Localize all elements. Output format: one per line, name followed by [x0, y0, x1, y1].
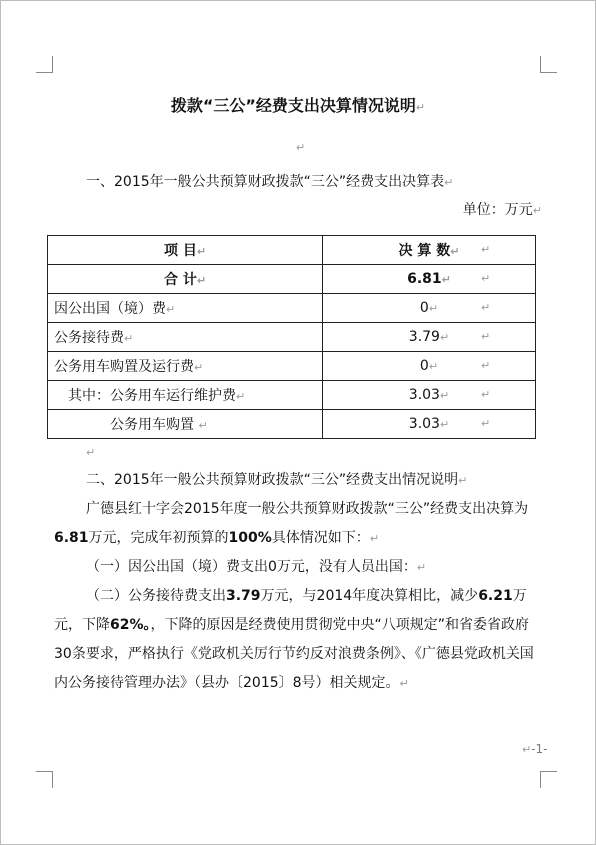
table-row	[48, 352, 536, 381]
row-end-mark-icon: ↵	[481, 330, 491, 343]
crop-mark-bottom-left	[36, 771, 53, 788]
budget-table	[47, 235, 536, 439]
table-row	[48, 294, 536, 323]
header-value: 决 算 数↵	[323, 236, 536, 265]
crop-mark-top-right	[540, 56, 557, 73]
table-row	[48, 410, 536, 439]
row-end-mark-icon: ↵	[481, 359, 491, 372]
table-cell-item: 因公出国（境）费↵	[48, 294, 323, 323]
paragraph-mark-icon: ↵	[415, 101, 426, 114]
unit-label: 单位：万元↵	[462, 202, 542, 218]
paragraph-mark-icon: ↵	[532, 204, 542, 217]
crop-mark-top-left	[36, 56, 53, 73]
crop-mark-bottom-right	[540, 771, 557, 788]
table-row-end-marks	[481, 235, 493, 438]
table-cell-item: 合 计↵	[48, 265, 323, 294]
row-end-mark-icon: ↵	[481, 301, 491, 314]
table-cell-value: 6.81↵	[323, 265, 536, 294]
table-cell-item: 公务用车购置及运行费↵	[48, 352, 323, 381]
section2-heading: 二、2015年一般公共预算财政拨款“三公”经费支出情况说明↵	[86, 472, 468, 488]
paragraph-summary: 广德县红十字会2015年度一般公共预算财政拨款“三公”经费支出决算为6.81万元，完成年初预算的100%具体情况如下：↵	[54, 501, 529, 546]
table-cell-item: 其中：公务用车运行维护费↵	[48, 381, 323, 410]
paragraph-mark-icon: ↵	[444, 176, 454, 189]
paragraph-reception: （二）公务接待费支出3.79万元，与2014年度决算相比，减少6.21万元，下降62%。，下降的原因是经费使用贯彻党中央“八项规定”和省委省政府30条要求，严格执行《党政机关厉行节约反对浪费条例》、《广德县党政机关国内公务接待管理办法》（县办〔2015〕8号）相关规定。↵	[54, 588, 534, 691]
table-cell-value: 3.03↵	[323, 381, 536, 410]
table-header-row	[48, 236, 536, 265]
table-row	[48, 323, 536, 352]
table-cell-item: 公务接待费↵	[48, 323, 323, 352]
table-cell-item: 公务用车购置 ↵	[48, 410, 323, 439]
table-cell-value: 3.79↵	[323, 323, 536, 352]
row-end-mark-icon: ↵	[481, 388, 491, 401]
document-title	[0, 93, 596, 116]
table-cell-value: 0↵	[323, 294, 536, 323]
row-end-mark-icon: ↵	[481, 417, 491, 430]
page-number: ↵-1-	[522, 742, 548, 756]
paragraph-mark-icon: ↵	[296, 141, 306, 154]
table-cell-value: 0↵	[323, 352, 536, 381]
table-row	[48, 381, 536, 410]
title-text: 拨款“三公”经费支出决算情况说明	[170, 96, 416, 115]
section1-heading: 一、2015年一般公共预算财政拨款“三公”经费支出决算表↵	[86, 174, 454, 190]
body-text	[54, 466, 544, 698]
row-end-mark-icon: ↵	[481, 243, 491, 256]
paragraph-mark-icon: ↵	[86, 446, 96, 459]
header-item: 项 目↵	[48, 236, 323, 265]
row-end-mark-icon: ↵	[481, 272, 491, 285]
table-row	[48, 265, 536, 294]
table-cell-value: 3.03↵	[323, 410, 536, 439]
paragraph-overseas: （一）因公出国（境）费支出0万元，没有人员出国：↵	[86, 559, 427, 575]
